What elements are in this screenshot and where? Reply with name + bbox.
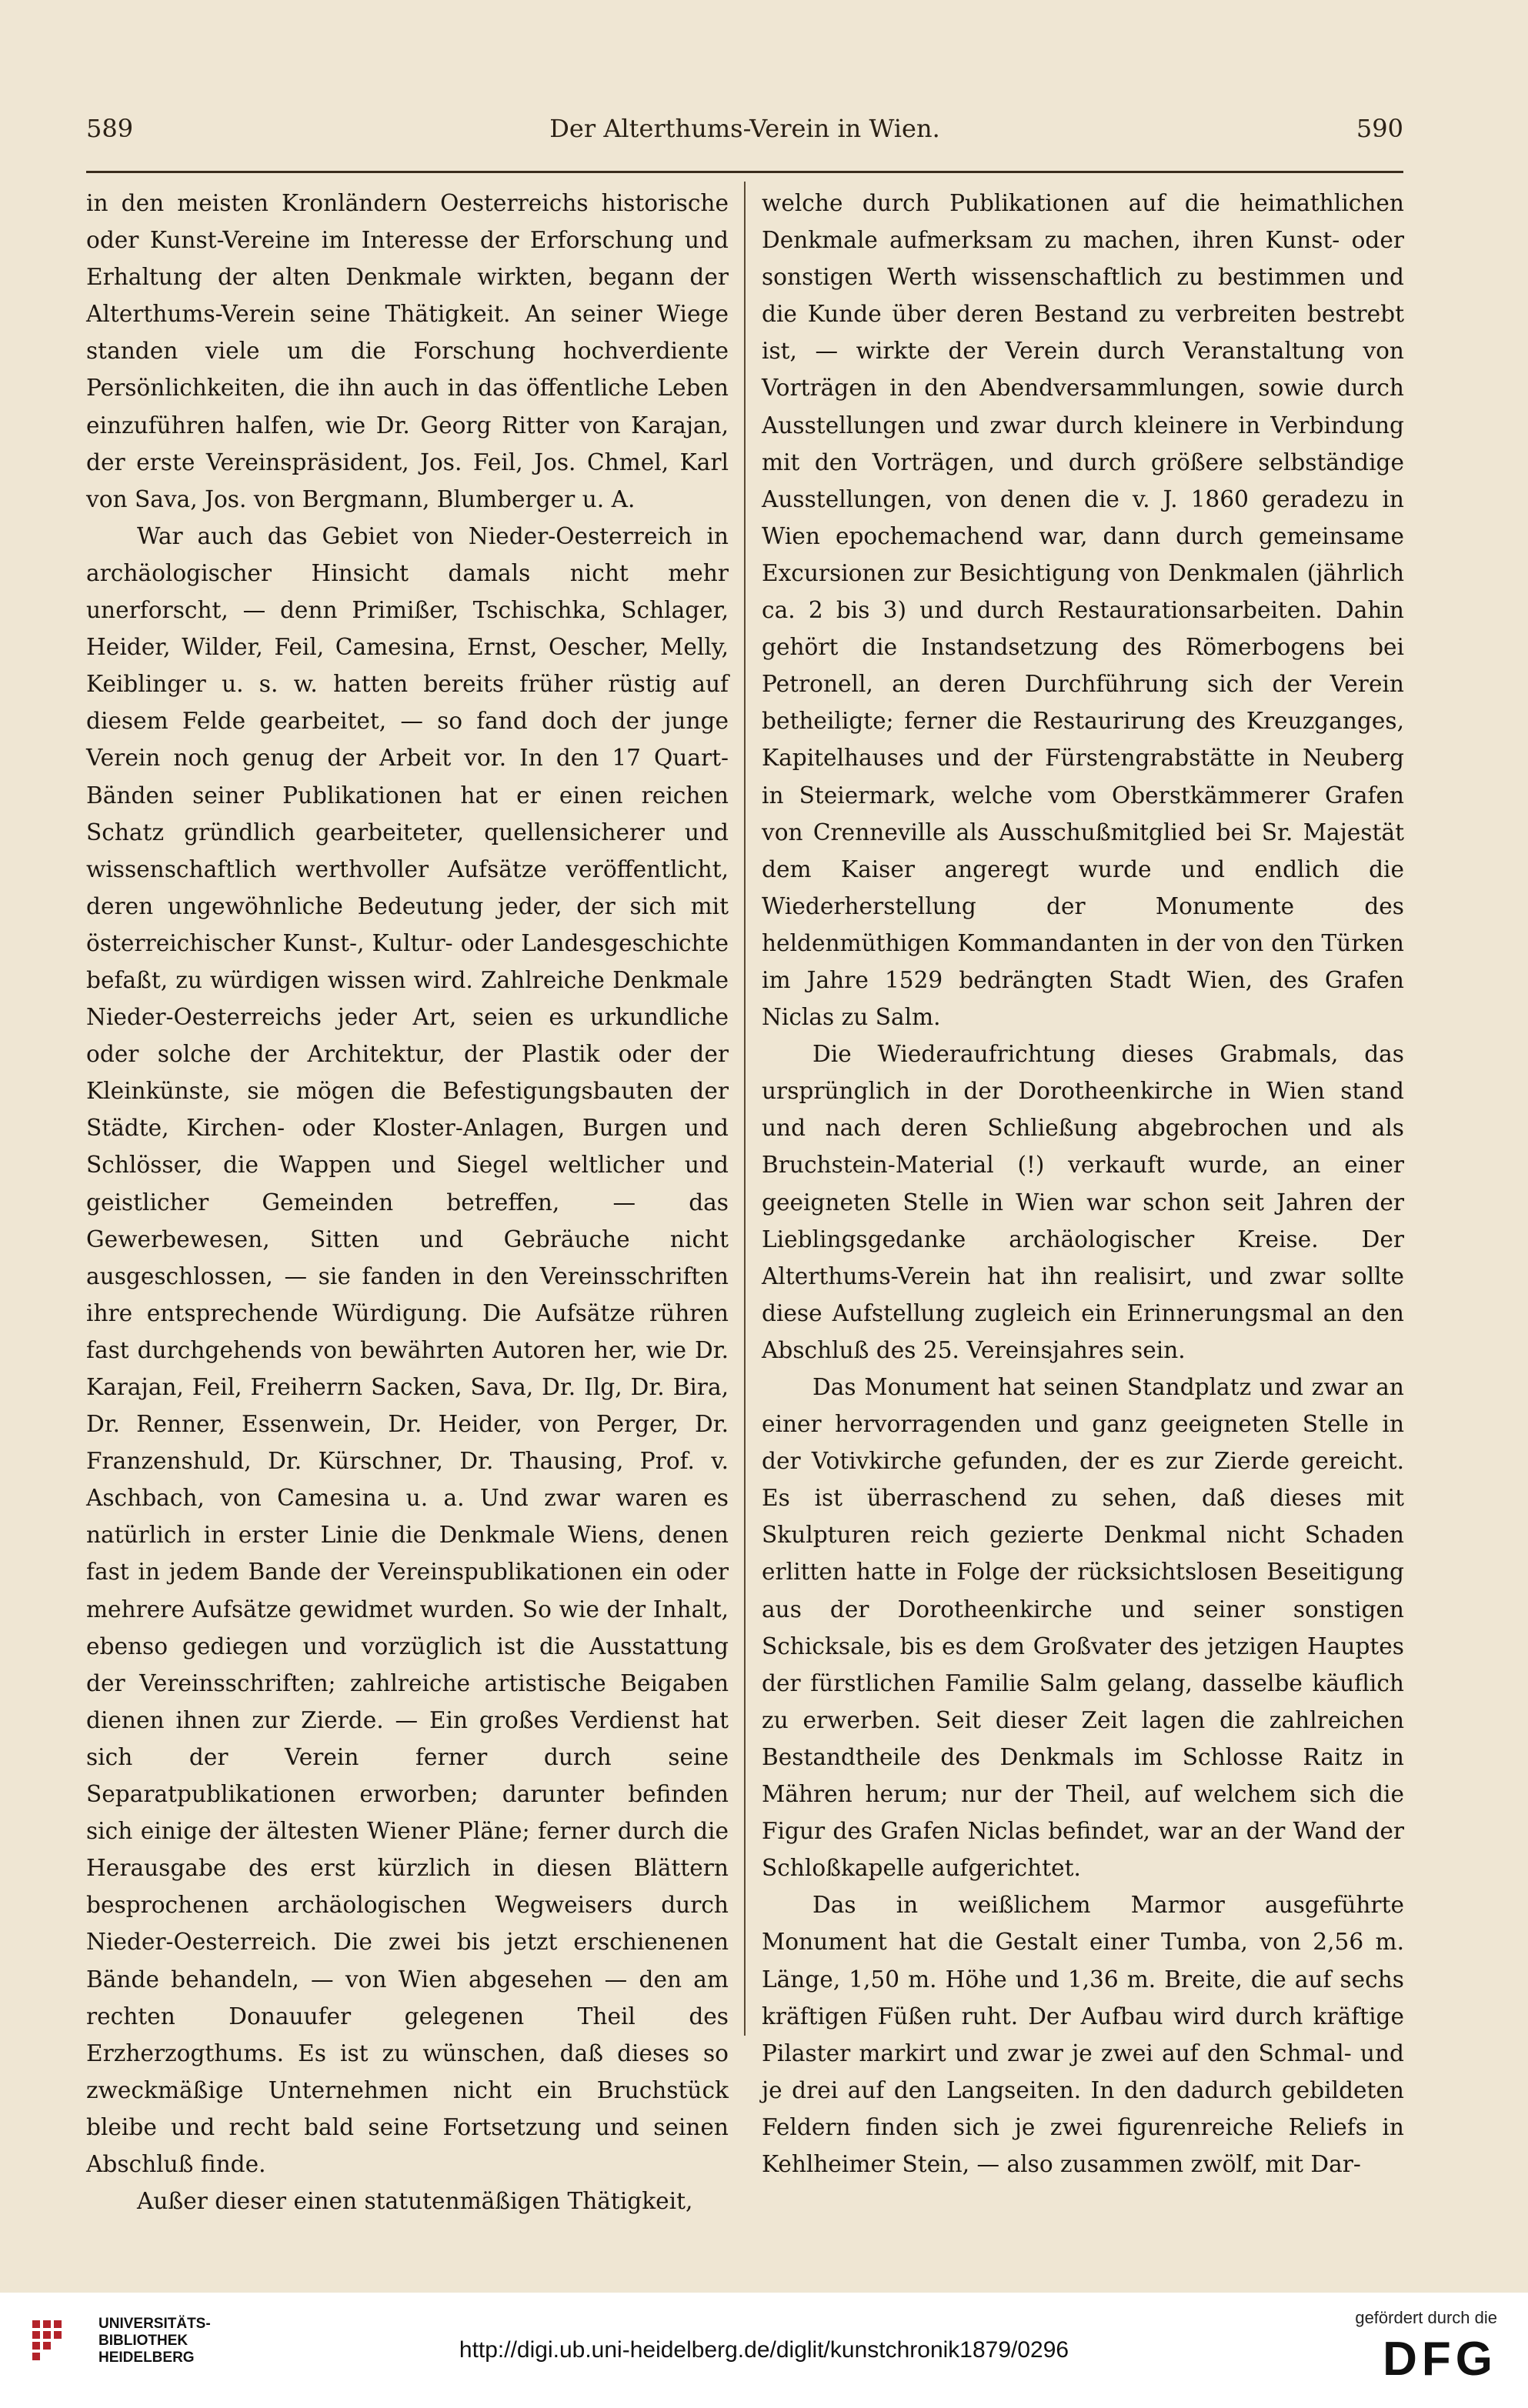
page-number-left: 589: [86, 114, 134, 143]
page-header: [86, 108, 1403, 154]
institution-line: UNIVERSITÄTS-: [98, 2316, 211, 2332]
dfg-logo: DFG: [1383, 2333, 1497, 2386]
running-title: Der Alterthums-Verein in Wien.: [549, 114, 940, 143]
column-divider: [744, 182, 746, 2036]
page-number-right: 590: [1356, 114, 1403, 143]
institution-line: HEIDELBERG: [98, 2350, 195, 2366]
paragraph: welche durch Publikationen auf die heimathlichen Denkmale aufmerksam zu machen, ihren Kunst- oder sonstigen Werth wissenschaftlich zu bestimmen und die Kunde über deren Bestand zu verbreiten bestrebt ist, — wirkte der Verein durch Veranstaltung von Vorträgen in den Abendversammlungen, sowie durch Ausstellungen und zwar durch kleinere in Verbindung mit den Vorträgen, und durch größere selbständige Ausstellungen, von denen die v. J. 1860 geradezu in Wien epochemachend war, dann durch gemeinsame Excursionen zur Besichtigung von Denkmalen (jährlich ca. 2 bis 3) und durch Restaurationsarbeiten. Dahin gehört die Instandsetzung des Römerbogens bei Petronell, an deren Durchführung sich der Verein betheiligte; ferner die Restaurirung des Kreuzganges, Kapitelhauses und der Fürstengrabstätte in Neuberg in Steiermark, welche vom Oberstkämmerer Grafen von Crenneville als Ausschußmitglied bei Sr. Majestät dem Kaiser angeregt wurde und endlich die Wiederherstellung der Monumente des heldenmüthigen Kommandanten in der von den Türken im Jahre 1529 bedrängten Stadt Wien, des Grafen Niclas zu Salm.: [762, 190, 1404, 1031]
paragraph: Das Monument hat seinen Standplatz und zwar an einer hervorragenden und ganz geeigneten Stelle in der Votivkirche gefunden, der es zur Zierde gereicht. Es ist überraschend zu sehen, daß dieses mit Skulpturen reich gezierte Denkmal nicht Schaden erlitten hatte in Folge der rücksichtslosen Beseitigung aus der Dorotheenkirche und seiner sonstigen Schicksale, bis es dem Großvater des jetzigen Hauptes der fürstlichen Familie Salm gelang, dasselbe käuflich zu erwerben. Seit dieser Zeit lagen die zahlreichen Bestandtheile des Denkmals im Schlosse Raitz in Mähren herum; nur der Theil, auf welchem sich die Figur des Grafen Niclas befindet, war an der Wand der Schloßkapelle aufgerichtet.: [762, 1374, 1404, 1882]
institution-line: BIBLIOTHEK: [98, 2333, 188, 2349]
left-column: [86, 185, 729, 2220]
paragraph: War auch das Gebiet von Nieder-Oesterreich in archäologischer Hinsicht damals nicht mehr unerforscht, — denn Primißer, Tschischka, Schlager, Heider, Wilder, Feil, Camesina, Ernst, Oescher, Melly, Keiblinger u. s. w. hatten bereits früher rüstig auf diesem Felde gearbeitet, — so fand doch der junge Verein noch genug der Arbeit vor. In den 17 Quart-Bänden seiner Publikationen hat er einen reichen Schatz gründlich gearbeiteter, quellensicherer und wissenschaftlich werthvoller Aufsätze veröffentlicht, deren ungewöhnliche Bedeutung jeder, der sich mit österreichischer Kunst-, Kultur- oder Landesgeschichte befaßt, zu würdigen wissen wird. Zahlreiche Denkmale Nieder-Oesterreichs jeder Art, seien es urkundliche oder solche der Architektur, der Plastik oder der Kleinkünste, sie mögen die Befestigungsbauten der Städte, Kirchen- oder Kloster-Anlagen, Burgen und Schlösser, die Wappen und Siegel weltlicher und geistlicher Gemeinden betreffen, — das Gewerbewesen, Sitten und Gebräuche nicht ausgeschlossen, — sie fanden in den Vereinsschriften ihre entsprechende Würdigung. Die Aufsätze rühren fast durchgehends von bewährten Autoren her, wie Dr. Karajan, Feil, Freiherrn Sacken, Sava, Dr. Ilg, Dr. Bira, Dr. Renner, Essenwein, Dr. Heider, von Perger, Dr. Franzenshuld, Dr. Kürschner, Dr. Thausing, Prof. v. Aschbach, von Camesina u. a. Und zwar waren es natürlich in erster Linie die Denkmale Wiens, denen fast in jedem Bande der Vereinspublikationen ein oder mehrere Aufsätze gewidmet wurden. So wie der Inhalt, ebenso gediegen und vorzüglich ist die Ausstattung der Vereinsschriften; zahlreiche artistische Beigaben dienen ihnen zur Zierde. — Ein großes Verdienst hat sich der Verein ferner durch seine Separatpublikationen erworben; darunter befinden sich einige der ältesten Wiener Pläne; ferner durch die Herausgabe des erst kürzlich in diesen Blättern besprochenen archäologischen Wegweisers durch Nieder-Oesterreich. Die zwei bis jetzt erschienenen Bände behandeln, — von Wien abgesehen — den am rechten Donauufer gelegenen Theil des Erzherzogthums. Es ist zu wünschen, daß dieses so zweckmäßige Unternehmen nicht ein Bruchstück bleibe und recht bald seine Fortsetzung und seinen Abschluß finde.: [86, 522, 729, 2177]
funder-block: [1266, 2308, 1497, 2393]
paragraph: in den meisten Kronländern Oesterreichs historische oder Kunst-Vereine im Interesse der Erforschung und Erhaltung der alten Denkmale wirkten, begann der Alterthums-Verein seine Thätigkeit. An seiner Wiege standen viele um die Forschung hochverdiente Persönlichkeiten, die ihn auch in das öffentliche Leben einzuführen halfen, wie Dr. Georg Ritter von Karajan, der erste Vereinspräsident, Jos. Feil, Jos. Chmel, Karl von Sava, Jos. von Bergmann, Blumberger u. A.: [86, 190, 729, 512]
paragraph: Außer dieser einen statutenmäßigen Thätigkeit,: [137, 2188, 693, 2215]
paragraph: Das in weißlichem Marmor ausgeführte Monument hat die Gestalt einer Tumba, von 2,56 m. Länge, 1,50 m. Höhe und 1,36 m. Breite, die auf sechs kräftigen Füßen ruht. Der Aufbau wird durch kräftige Pilaster markirt und zwar je zwei auf den Schmal- und je drei auf den Langseiten. In den dadurch gebildeten Feldern finden sich je zwei figurenreiche Reliefs in Kehlheimer Stein, — also zusammen zwölf, mit Dar-: [762, 1892, 1404, 2177]
funder-note: gefördert durch die: [1355, 2308, 1497, 2327]
right-column: [762, 185, 1404, 2183]
paragraph: Die Wiederaufrichtung dieses Grabmals, das ursprünglich in der Dorotheenkirche in Wien stand und nach deren Schließung abgebrochen und als Bruchstein-Material (!) verkauft wurde, an einer geeigneten Stelle in Wien war schon seit Jahren der Lieblingsgedanke archäologischer Kreise. Der Alterthums-Verein hat ihn realisirt, und zwar sollte diese Aufstellung zugleich ein Erinnerungsmal an den Abschluß des 25. Vereinsjahres sein.: [762, 1041, 1404, 1363]
header-rule: [86, 171, 1403, 173]
digitization-footer: [0, 2293, 1528, 2408]
permalink-url[interactable]: http://digi.ub.uni-heidelberg.de/diglit/kunstchronik1879/0296: [459, 2337, 1069, 2363]
